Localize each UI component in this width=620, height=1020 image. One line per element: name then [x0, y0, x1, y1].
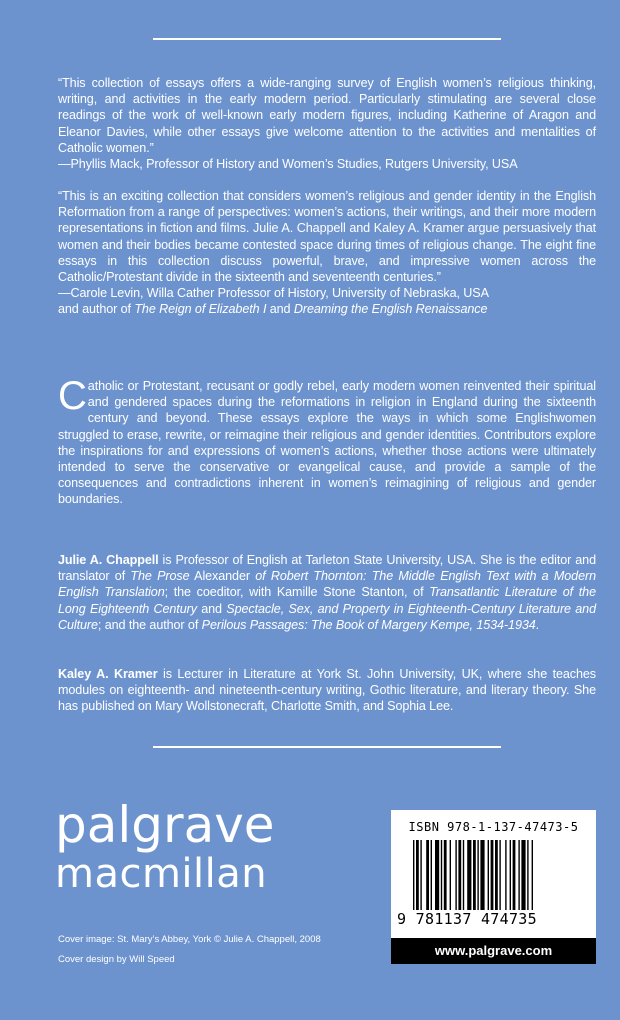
bio-1-title-1b: of Robert Thornton: The Middle English Text with a Modern English Translation	[58, 569, 596, 600]
bio-1-text-3: ; the coeditor, with Kamille Stone Stanton, of	[164, 585, 430, 600]
description-text: atholic or Protestant, recusant or godly rebel, early modern women reinvented their spiritual and gendered spaces during the reformations in religion in England during the sixteenth century and beyond. These essays explore the ways in which some Englishwomen struggled to erase, rewrite, or reimagine their religious and gender identities. Contributors explore the inspirations for and expressions of women’s actions, whether those actions were ultimately intended to serve the conservative or evangelical cause, and provide a sample of the consequences and contradictions inherent in women’s reimagining of religious and gender boundaries.	[58, 379, 596, 507]
attribution-prefix: and author of	[58, 302, 135, 317]
bio-1-text-4: and	[196, 601, 227, 616]
isbn-label: ISBN 978-1-137-47473-5	[408, 820, 579, 834]
bio-1-title-1a: The Prose	[130, 569, 190, 584]
review-quote-2	[58, 188, 596, 318]
quote-1-text: “This collection of essays offers a wide-ranging survey of English women’s religious thinking, writing, and activities in the early modern period. Particularly stimulating are several close readings of the work of well-known early modern figures, including Katherine of Aragon and Eleanor Davies, while other essays give welcome attention to the activities and mentalities of Catholic women.”	[58, 76, 596, 155]
drop-cap: C	[58, 374, 87, 418]
logo-line-1: palgrave	[55, 796, 275, 854]
bio-1-text-1: is Professor of English at Tarleton State University, USA. She is the editor and translator of	[58, 553, 596, 584]
book-description	[58, 374, 596, 508]
quote-1-attribution: —Phyllis Mack, Professor of History and Women’s Studies, Rutgers University, USA	[58, 157, 518, 172]
bio-1-title-2: Transatlantic Literature of the Long Eighteenth Century	[58, 585, 596, 616]
bio-2-name: Kaley A. Kramer	[58, 667, 158, 681]
bio-1-title-3: Spectacle, Sex, and Property in Eighteenth-Century Literature and Culture	[58, 601, 596, 632]
bottom-divider	[153, 746, 501, 748]
top-divider	[153, 38, 501, 40]
logo-line-2: macmillan	[55, 851, 268, 897]
quote-2-attribution-line1: —Carole Levin, Willa Cather Professor of History, University of Nebraska, USA	[58, 286, 489, 301]
barcode-number: 9 781137 474735	[397, 910, 537, 928]
attribution-conjunction: and	[266, 302, 294, 317]
barcode-icon	[413, 840, 583, 910]
attribution-title-2: Dreaming the English Renaissance	[293, 302, 488, 317]
author-bio-2	[58, 666, 596, 715]
review-quote-1	[58, 75, 596, 172]
cover-design-credit: Cover design by Will Speed	[58, 954, 175, 965]
publisher-url: www.palgrave.com	[391, 938, 596, 964]
bio-1-text-6: .	[535, 617, 540, 632]
quote-2-attribution-line2	[58, 301, 596, 317]
publisher-logo	[55, 796, 275, 897]
bio-2-text: is Lecturer in Literature at York St. John University, UK, where she teaches modules on eighteenth- and nineteenth-century writing, Gothic literature, and literary theory. She has published on Mary Wollstonecraft, Charlotte Smith, and Sophia Lee.	[58, 667, 596, 714]
bio-1-title-4: Perilous Passages: The Book of Margery Kempe, 1534-1934	[201, 617, 536, 632]
bio-1-name: Julie A. Chappell	[58, 553, 159, 567]
bio-1-text-2: Alexander	[189, 569, 256, 584]
barcode-panel	[391, 810, 596, 938]
bio-1-text-5: ; and the author of	[97, 617, 202, 632]
cover-image-credit: Cover image: St. Mary’s Abbey, York © Julie A. Chappell, 2008	[58, 934, 321, 945]
quote-2-text: “This is an exciting collection that considers women’s religious and gender identity in the English Reformation from a range of perspectives: women’s actions, their writings, and their more modern representations in fiction and films. Julie A. Chappell and Kaley A. Kramer argue persuasively that women and their bodies became contested space during times of religious change. The eight fine essays in this collection discuss powerful, brave, and impressive women across the Catholic/Protestant divide in the sixteenth and seventeenth centuries.”	[58, 189, 596, 285]
attribution-title-1: The Reign of Elizabeth I	[134, 302, 267, 317]
author-bio-1	[58, 552, 596, 633]
